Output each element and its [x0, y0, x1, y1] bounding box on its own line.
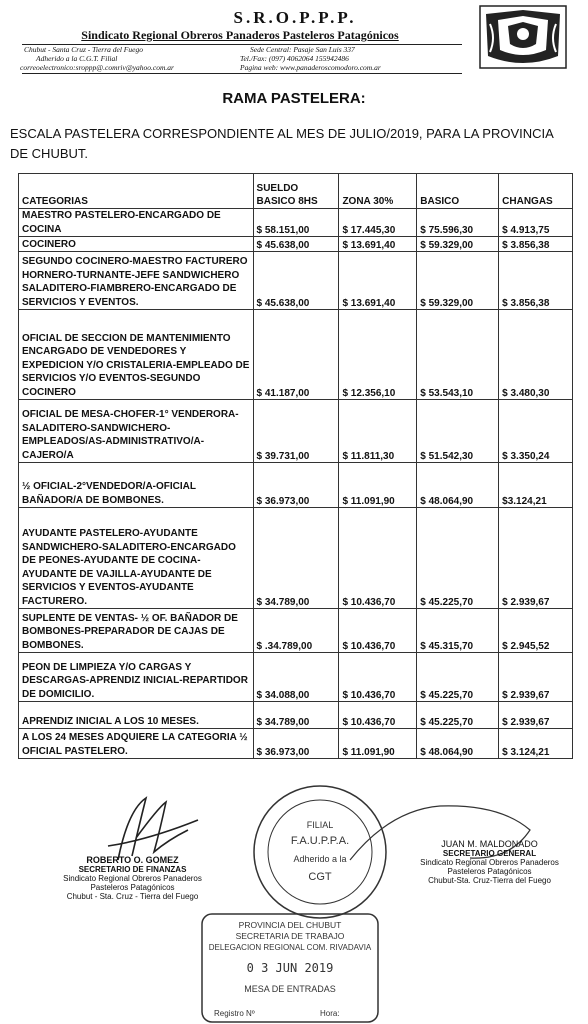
left-signer-name: ROBERTO O. GOMEZ	[86, 855, 179, 865]
table-row	[19, 508, 573, 609]
row-category: AYUDANTE PASTELERO-AYUDANTE SANDWICHERO-SALADITERO-ENCARGADO DE PEONES-AYUDANTE DE COCINA-AYUDANTE DE VAJILLA-AYUDANTE DE SERVICIOS Y EVENTOS-AYUDANTE FACTURERO.	[19, 508, 254, 609]
stamp-box-line4: MESA DE ENTRADAS	[244, 984, 336, 994]
row-basico: $ 75.596,30	[417, 209, 499, 237]
row-basico: $ 45.315,70	[417, 609, 499, 653]
row-zona: $ 17.445,30	[339, 209, 417, 237]
row-zona: $ 10.436,70	[339, 653, 417, 702]
header-basico: BASICO	[417, 174, 499, 209]
row-changas: $ 2.945,52	[499, 609, 573, 653]
stamp-box-line1: PROVINCIA DEL CHUBUT	[238, 920, 342, 930]
row-sueldo: $ 34.088,00	[253, 653, 339, 702]
stamp-box-date: 0 3 JUN 2019	[246, 961, 334, 975]
letterhead-phone: Tel./Fax: (097) 4062064 155942486	[240, 54, 349, 63]
row-basico: $ 48.064,90	[417, 463, 499, 508]
row-changas: $3.124,21	[499, 463, 573, 508]
table-row	[19, 609, 573, 653]
stamp-box-line6: Hora:	[320, 1009, 340, 1018]
row-basico: $ 48.064,90	[417, 729, 499, 759]
row-basico: $ 59.329,00	[417, 252, 499, 310]
row-changas: $ 3.350,24	[499, 400, 573, 463]
row-zona: $ 12.356,10	[339, 310, 417, 400]
row-changas: $ 3.856,38	[499, 237, 573, 252]
letterhead-website: Pagina web: www.panaderoscomodoro.com.ar	[240, 63, 381, 72]
mesa-de-entradas-stamp	[200, 912, 380, 1024]
right-signer-name: JUAN M. MALDONADO	[441, 839, 538, 849]
row-category: PEON DE LIMPIEZA Y/O CARGAS Y DESCARGAS-APRENDIZ INICIAL-REPARTIDOR DE DOMICILIO.	[19, 653, 254, 702]
row-sueldo: $ 41.187,00	[253, 310, 339, 400]
table-row	[19, 237, 573, 252]
letterhead	[0, 0, 588, 80]
row-sueldo: $ 45.638,00	[253, 237, 339, 252]
row-zona: $ 11.811,30	[339, 400, 417, 463]
row-sueldo: $ 34.789,00	[253, 508, 339, 609]
row-category: SEGUNDO COCINERO-MAESTRO FACTURERO HORNERO-TURNANTE-JEFE SANDWICHERO SALADITERO-FIAMBRERO-ENCARGADO DE SERVICIOS Y EVENTOS.	[19, 252, 254, 310]
row-sueldo: $ 36.973,00	[253, 729, 339, 759]
row-zona: $ 11.091,90	[339, 729, 417, 759]
salary-scale-table	[18, 173, 573, 759]
row-category: A LOS 24 MESES ADQUIERE LA CATEGORIA ½ OFICIAL PASTELERO.	[19, 729, 254, 759]
row-changas: $ 3.480,30	[499, 310, 573, 400]
row-basico: $ 45.225,70	[417, 508, 499, 609]
row-category: APRENDIZ INICIAL A LOS 10 MESES.	[19, 702, 254, 729]
row-category: MAESTRO PASTELERO-ENCARGADO DE COCINA	[19, 209, 254, 237]
letterhead-address: Sede Central: Pasaje San Luis 337	[250, 45, 355, 54]
union-emblem-logo	[478, 4, 568, 70]
letterhead-bottom-rule	[22, 73, 462, 74]
stamp-round-line4: CGT	[308, 871, 332, 883]
row-basico: $ 45.225,70	[417, 702, 499, 729]
section-heading: RAMA PASTELERA:	[222, 90, 366, 107]
row-sueldo: $ 58.151,00	[253, 209, 339, 237]
left-signer-org: Sindicato Regional Obreros Panaderos	[63, 874, 202, 883]
table-header-row	[19, 174, 573, 209]
row-sueldo: $ 34.789,00	[253, 702, 339, 729]
right-signature-block	[402, 840, 577, 885]
right-signer-org: Sindicato Regional Obreros Panaderos	[420, 858, 559, 867]
header-changas: CHANGAS	[499, 174, 573, 209]
row-category: SUPLENTE DE VENTAS- ½ OF. BAÑADOR DE BOMBONES-PREPARADOR DE CAJAS DE BOMBONES.	[19, 609, 254, 653]
union-name: Sindicato Regional Obreros Panaderos Pasteleros Patagónicos	[81, 28, 399, 42]
left-signer-org2: Pasteleros Patagónicos	[90, 883, 175, 892]
table-row	[19, 400, 573, 463]
left-signature-block	[50, 856, 215, 901]
stamp-box-line2: SECRETARIA DE TRABAJO	[235, 931, 345, 941]
row-category: OFICIAL DE SECCION DE MANTENIMIENTO ENCARGADO DE VENDEDORES Y EXPEDICION Y/O CRISTALERIA-EMPLEADO DE SERVICIOS Y/O EVENTOS-SEGUNDO COCINERO	[19, 310, 254, 400]
row-changas: $ 3.856,38	[499, 252, 573, 310]
row-basico: $ 53.543,10	[417, 310, 499, 400]
letterhead-affiliation: Adherido a la C.G.T. Filial	[36, 54, 118, 63]
stamp-round-line1: FILIAL	[306, 820, 334, 830]
row-basico: $ 45.225,70	[417, 653, 499, 702]
row-zona: $ 13.691,40	[339, 237, 417, 252]
right-signer-org2: Pasteleros Patagónicos	[447, 867, 532, 876]
stamp-round-line2: F.A.U.P.P.A.	[290, 835, 350, 847]
org-acronym: S.R.O.P.P.P.	[233, 8, 357, 27]
row-category: ½ OFICIAL-2°VENDEDOR/A-OFICIAL BAÑADOR/A DE BOMBONES.	[19, 463, 254, 508]
header-sueldo: SUELDO BASICO 8HS	[253, 174, 339, 209]
right-signer-title: SECRETARIO GENERAL	[442, 849, 537, 858]
row-zona: $ 13.691,40	[339, 252, 417, 310]
row-zona: $ 10.436,70	[339, 508, 417, 609]
stamp-round-line3: Adherido a la	[293, 854, 347, 864]
row-zona: $ 11.091,90	[339, 463, 417, 508]
row-zona: $ 10.436,70	[339, 702, 417, 729]
header-categorias: CATEGORIAS	[19, 174, 254, 209]
letterhead-provinces: Chubut - Santa Cruz - Tierra del Fuego	[24, 45, 143, 54]
row-changas: $ 4.913,75	[499, 209, 573, 237]
header-zona: ZONA 30%	[339, 174, 417, 209]
table-row	[19, 653, 573, 702]
row-sueldo: $ .34.789,00	[253, 609, 339, 653]
left-signer-title: SECRETARIO DE FINANZAS	[78, 865, 187, 874]
row-sueldo: $ 36.973,00	[253, 463, 339, 508]
row-sueldo: $ 39.731,00	[253, 400, 339, 463]
row-zona: $ 10.436,70	[339, 609, 417, 653]
stamp-box-line5: Registro Nº	[214, 1009, 255, 1018]
left-signer-region: Chubut - Sta. Cruz - Tierra del Fuego	[66, 892, 199, 901]
row-basico: $ 59.329,00	[417, 237, 499, 252]
table-row	[19, 310, 573, 400]
row-sueldo: $ 45.638,00	[253, 252, 339, 310]
table-row	[19, 729, 573, 759]
row-changas: $ 2.939,67	[499, 653, 573, 702]
stamp-box-line3: DELEGACION REGIONAL COM. RIVADAVIA	[208, 943, 372, 952]
row-changas: $ 2.939,67	[499, 702, 573, 729]
right-signer-region: Chubut-Sta. Cruz-Tierra del Fuego	[428, 876, 551, 885]
table-row	[19, 252, 573, 310]
table-row	[19, 702, 573, 729]
row-basico: $ 51.542,30	[417, 400, 499, 463]
table-row	[19, 209, 573, 237]
row-category: OFICIAL DE MESA-CHOFER-1° VENDERORA-SALADITERO-SANDWICHERO-EMPLEADOS/AS-ADMINISTRATIVO/A-CAJERO/A	[19, 400, 254, 463]
row-changas: $ 2.939,67	[499, 508, 573, 609]
row-category: COCINERO	[19, 237, 254, 252]
left-signature-scrawl	[88, 790, 218, 865]
table-row	[19, 463, 573, 508]
letterhead-email: correoelectronico:sroppp@.comriv@yahoo.com.ar	[20, 63, 174, 72]
intro-text: ESCALA PASTELERA CORRESPONDIENTE AL MES DE JULIO/2019, PARA LA PROVINCIA DE CHUBUT.	[10, 126, 554, 161]
row-changas: $ 3.124,21	[499, 729, 573, 759]
